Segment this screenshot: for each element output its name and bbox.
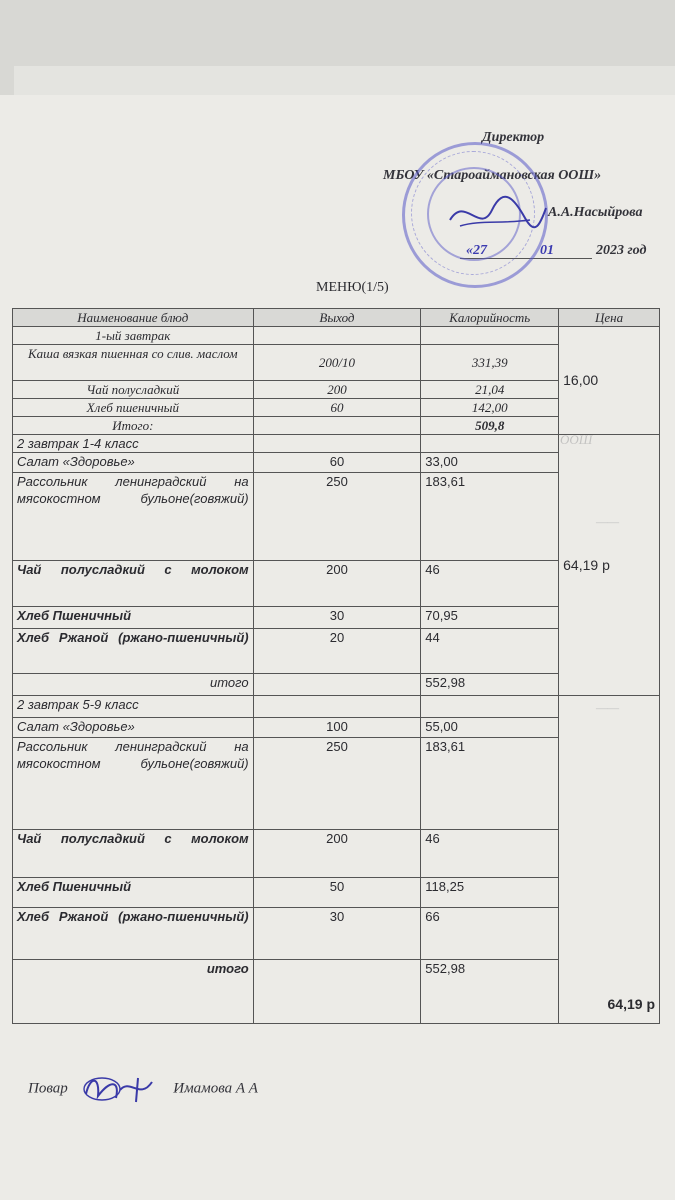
column-header-calories: Калорийность (421, 309, 559, 327)
dish-calories: 118,25 (421, 878, 559, 908)
dish-name: Чай полусладкий (13, 381, 254, 399)
dish-name: Хлеб Ржаной (ржано-пшеничный) (13, 908, 254, 960)
dish-name: Чай полусладкий с молоком (13, 830, 254, 878)
school-name: МБОУ «Староаймановская ООШ» (383, 168, 602, 183)
section-label: 1-ый завтрак (13, 327, 254, 345)
dish-name: Хлеб Пшеничный (13, 607, 254, 629)
total-label: итого (13, 960, 254, 1024)
bleed-through-mark: —— (596, 514, 620, 529)
total-value: 552,98 (421, 960, 559, 1024)
dish-output: 20 (253, 629, 421, 674)
section-label: 2 завтрак 1-4 класс (13, 435, 254, 453)
empty-cell (253, 696, 421, 718)
section-row (13, 696, 660, 718)
director-name: А.А.Насыйрова (548, 205, 643, 220)
dish-name: Рассольник ленинградский на мясокостном бульоне(говяжий) (13, 738, 254, 830)
dish-output: 200 (253, 381, 421, 399)
dish-calories: 46 (421, 830, 559, 878)
director-title: Директор (482, 130, 545, 145)
dish-name: Салат «Здоровье» (13, 453, 254, 473)
date-year: 2023 год (596, 243, 647, 258)
dish-output: 50 (253, 878, 421, 908)
column-header-output: Выход (253, 309, 421, 327)
dish-calories: 21,04 (421, 381, 559, 399)
empty-cell (253, 960, 421, 1024)
dish-name: Салат «Здоровье» (13, 718, 254, 738)
empty-cell (253, 417, 421, 435)
section-row (13, 327, 660, 345)
price-cell: 64,19 р (559, 435, 660, 696)
dish-calories: 183,61 (421, 738, 559, 830)
dish-output: 30 (253, 607, 421, 629)
dish-output: 60 (253, 399, 421, 417)
bleed-through-mark: ООШ (560, 432, 593, 447)
dish-calories: 183,61 (421, 473, 559, 561)
dish-name: Хлеб Ржаной (ржано-пшеничный) (13, 629, 254, 674)
menu-table (12, 308, 660, 1024)
total-label: итого (13, 674, 254, 696)
cook-line (28, 1074, 258, 1104)
dish-name: Хлеб пшеничный (13, 399, 254, 417)
total-value: 552,98 (421, 674, 559, 696)
menu-title: МЕНЮ(1/5) (316, 280, 389, 295)
column-header-price: Цена (559, 309, 660, 327)
dish-calories: 55,00 (421, 718, 559, 738)
empty-cell (421, 696, 559, 718)
dish-output: 200/10 (253, 345, 421, 381)
cook-name: Имамова А А (173, 1080, 258, 1097)
date-day: «27 (466, 243, 487, 258)
dish-calories: 66 (421, 908, 559, 960)
section-row (13, 435, 660, 453)
dish-calories: 331,39 (421, 345, 559, 381)
dish-output: 200 (253, 830, 421, 878)
cook-signature (80, 1074, 162, 1104)
dish-calories: 46 (421, 561, 559, 607)
bleed-through-mark: —— (596, 700, 620, 715)
dish-output: 60 (253, 453, 421, 473)
total-value: 509,8 (421, 417, 559, 435)
dish-calories: 70,95 (421, 607, 559, 629)
table-header-row (13, 309, 660, 327)
dish-calories: 44 (421, 629, 559, 674)
empty-cell (421, 327, 559, 345)
dish-output: 200 (253, 561, 421, 607)
column-header-dish: Наименование блюд (13, 309, 254, 327)
dish-calories: 33,00 (421, 453, 559, 473)
director-signature (440, 190, 550, 240)
section-label: 2 завтрак 5-9 класс (13, 696, 254, 718)
empty-cell (253, 674, 421, 696)
dish-name: Чай полусладкий с молоком (13, 561, 254, 607)
cook-label: Повар (28, 1080, 68, 1097)
dish-name: Рассольник ленинградский на мясокостном бульоне(говяжий) (13, 473, 254, 561)
dish-output: 250 (253, 738, 421, 830)
dish-calories: 142,00 (421, 399, 559, 417)
empty-cell (253, 327, 421, 345)
dish-name: Хлеб Пшеничный (13, 878, 254, 908)
dish-output: 100 (253, 718, 421, 738)
price-cell: 64,19 р (559, 696, 660, 1024)
empty-cell (253, 435, 421, 453)
dish-output: 30 (253, 908, 421, 960)
price-cell: 16,00 (559, 327, 660, 435)
empty-cell (421, 435, 559, 453)
dish-name: Каша вязкая пшенная со слив. маслом (13, 345, 254, 381)
total-label: Итого: (13, 417, 254, 435)
dish-output: 250 (253, 473, 421, 561)
date-month: 01 (540, 243, 554, 258)
